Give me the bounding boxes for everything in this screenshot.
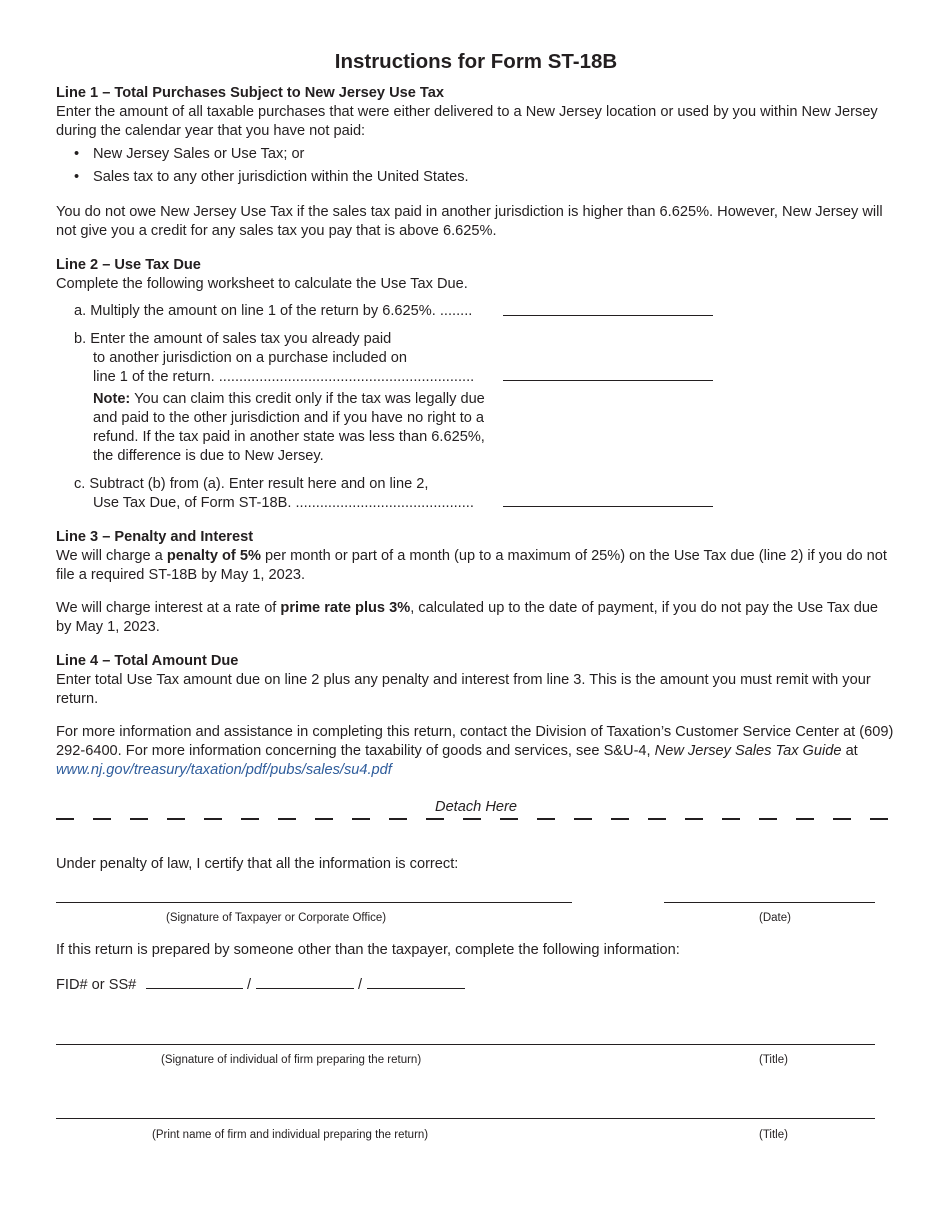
certify-statement: Under penalty of law, I certify that all the information is correct:: [56, 856, 459, 872]
note-label: Note:: [93, 391, 131, 407]
preparer-signature-field[interactable]: [56, 1044, 875, 1045]
info-text: For more information and assistance in completing this return, contact the Division of Taxation’s Customer Service Center at (609) 292-6400. For more information concerning the taxability of goods and services, see S&U-4,: [56, 724, 894, 759]
info-at: at: [841, 743, 858, 759]
worksheet-c-label-2: Use Tax Due, of Form ST-18B. ............................................: [93, 495, 474, 511]
penalty-text-pre: We will charge a: [56, 548, 167, 564]
penalty-rate: penalty of 5%: [166, 548, 261, 564]
line4-body: Enter total Use Tax amount due on line 2 plus any penalty and interest from line 3. This is the amount you must remit with your return.: [56, 672, 871, 707]
line1-heading: Line 1 – Total Purchases Subject to New Jersey Use Tax: [56, 85, 444, 101]
line3-heading: Line 3 – Penalty and Interest: [56, 529, 254, 545]
worksheet-a-blank[interactable]: [503, 315, 713, 316]
worksheet-b: [74, 330, 544, 387]
detach-dashed-line: [56, 818, 896, 820]
worksheet-c: [74, 475, 544, 513]
fid-field-1[interactable]: [146, 988, 243, 989]
line2-section: [56, 256, 896, 294]
info-paragraph: [56, 723, 896, 780]
line3-penalty: [56, 547, 896, 585]
detach-here-label: Detach Here: [435, 799, 517, 815]
preparer-title-caption: (Title): [759, 1054, 788, 1066]
worksheet-c-blank[interactable]: [503, 506, 713, 507]
fid-slash-2: /: [358, 977, 363, 993]
preparer-signature-caption: (Signature of individual of firm preparing the return): [161, 1054, 422, 1066]
bullet-item: • Sales tax to any other jurisdiction within the United States.: [56, 168, 896, 191]
line4-section: [56, 652, 896, 709]
guide-title: New Jersey Sales Tax Guide: [654, 743, 842, 759]
line3-section: [56, 528, 896, 585]
line1-bullets: [56, 145, 896, 191]
worksheet-b-label-1: b. Enter the amount of sales tax you already paid: [74, 331, 392, 347]
su4-link[interactable]: www.nj.gov/treasury/taxation/pdf/pubs/sales/su4.pdf: [56, 762, 392, 778]
date-caption: (Date): [759, 912, 791, 924]
fid-row: [56, 976, 896, 995]
line3-interest: [56, 599, 896, 637]
worksheet-b-label-2: to another jurisdiction on a purchase included on: [93, 350, 407, 366]
print-title-caption: (Title): [759, 1129, 788, 1141]
taxpayer-signature-caption: (Signature of Taxpayer or Corporate Office): [166, 912, 387, 924]
line4-heading: Line 4 – Total Amount Due: [56, 653, 239, 669]
worksheet-c-label-1: c. Subtract (b) from (a). Enter result here and on line 2,: [74, 476, 429, 492]
worksheet-b-label-3: line 1 of the return. ...............................................................: [93, 369, 475, 385]
line1-section: [56, 84, 896, 191]
print-name-caption: (Print name of firm and individual preparing the return): [152, 1129, 429, 1141]
date-field[interactable]: [664, 902, 875, 903]
line1-note: You do not owe New Jersey Use Tax if the sales tax paid in another jurisdiction is higher than 6.625%. However, New Jersey will not give you a credit for any sales tax you pay that is above 6.625%.: [56, 204, 883, 239]
line2-body: Complete the following worksheet to calculate the Use Tax Due.: [56, 276, 468, 292]
fid-label: FID# or SS#: [56, 977, 137, 993]
fid-field-2[interactable]: [256, 988, 354, 989]
note-text: You can claim this credit only if the tax was legally due and paid to the other jurisdiction and if you have no right to a refund. If the tax paid in another state was less than 6.625%, the difference is due to New Jersey.: [93, 391, 485, 464]
line1-body: Enter the amount of all taxable purchases that were either delivered to a New Jersey location or used by you within New Jersey during the calendar year that you have not paid:: [56, 104, 878, 139]
worksheet-a: [74, 302, 544, 321]
bullet-item: • New Jersey Sales or Use Tax; or: [56, 145, 896, 168]
fid-field-3[interactable]: [367, 988, 465, 989]
preparer-intro: If this return is prepared by someone other than the taxpayer, complete the following information:: [56, 942, 680, 958]
worksheet-b-blank[interactable]: [503, 380, 713, 381]
interest-text-pre: We will charge interest at a rate of: [56, 600, 281, 616]
taxpayer-signature-field[interactable]: [56, 902, 572, 903]
interest-text-post: , calculated up to the date of payment, if you do not pay the Use Tax due by May 1, 2023.: [56, 600, 879, 635]
worksheet-a-label: a. Multiply the amount on line 1 of the return by 6.625%. ........: [74, 303, 473, 319]
line2-heading: Line 2 – Use Tax Due: [56, 257, 201, 273]
worksheet-note: [74, 390, 493, 466]
interest-rate: prime rate plus 3%: [280, 600, 411, 616]
preparer-print-name-field[interactable]: [56, 1118, 875, 1119]
fid-slash-1: /: [247, 977, 252, 993]
penalty-text-post: per month or part of a month (up to a maximum of 25%) on the Use Tax due (line 2) if you do not file a required ST-18B by May 1, 2023.: [56, 548, 887, 583]
page-title: Instructions for Form ST-18B: [334, 50, 618, 73]
